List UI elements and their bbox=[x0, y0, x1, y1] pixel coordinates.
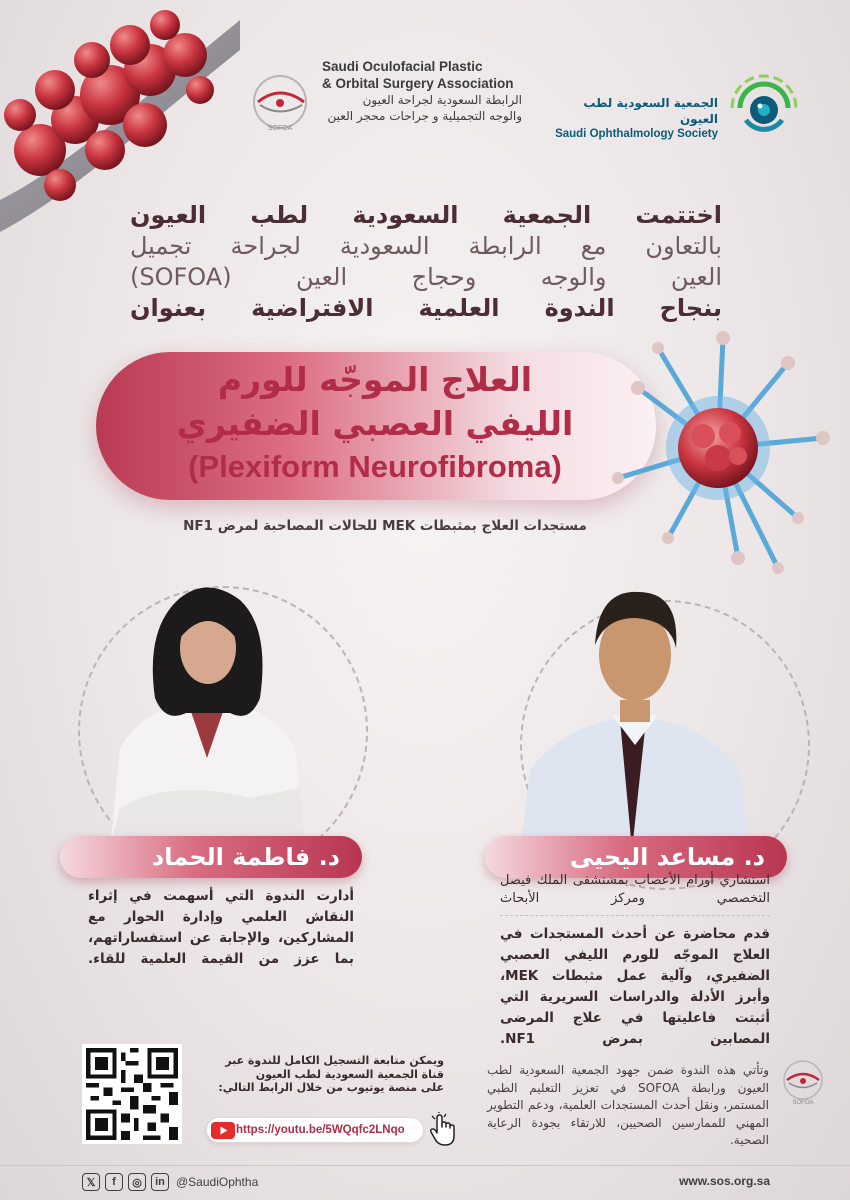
lecturer-description: قدم محاضرة عن أحدث المستجدات في العلاج الموجّه للورم الليفي العصبي الضفيري، وآلية عمل مثبطات MEK، وأبرز الأدلة والدراسات السريرية التي أثبتت فاعليتها في علاج المرضى المصابين بمرض NF1. bbox=[500, 926, 770, 1047]
moderator-name: د. فاطمة الحماد bbox=[151, 843, 340, 871]
intro-line-4: بنجاح الندوة العلمية الافتراضية بعنوان bbox=[130, 294, 722, 322]
title-ar-line-2: الليفي العصبي الضفيري bbox=[176, 404, 574, 443]
sofoa-name-ar-2: والوجه التجميلية و جراحات محجر العين bbox=[327, 109, 522, 123]
linkedin-icon[interactable]: in bbox=[151, 1173, 169, 1191]
intro-line-3: العين والوجه وحجاج العين (SOFOA) bbox=[130, 263, 722, 291]
lecturer-photo bbox=[520, 560, 750, 850]
intro-paragraph bbox=[130, 200, 722, 324]
tumor-cell-illustration bbox=[598, 318, 838, 578]
moderator-description: أدارت الندوة التي أسهمت في إثراء النقاش العلمي وإدارة الحوار مع المشاركين، والإجابة عن استفساراتهم، بما عزز من القيمة العلمية للقاء. bbox=[88, 888, 354, 967]
intro-line-2: بالتعاون مع الرابطة السعودية لجراحة تجميل bbox=[130, 232, 722, 260]
lecturer-role: استشاري أورام الأعصاب بمستشفى الملك فيصل التخصصي ومركز الأبحاث bbox=[500, 873, 770, 906]
title-ar-line-1: العلاج الموجّه للورم bbox=[217, 360, 533, 399]
registration-text bbox=[196, 1054, 444, 1095]
sofoa-name-block bbox=[322, 58, 522, 124]
sofoa-small-logo-icon bbox=[778, 1058, 828, 1106]
instagram-icon[interactable]: ◎ bbox=[128, 1173, 146, 1191]
x-icon[interactable]: 𝕏 bbox=[82, 1173, 100, 1191]
youtube-link-url[interactable]: https://youtu.be/5WQqfc2LNqo bbox=[236, 1124, 405, 1136]
youtube-icon bbox=[211, 1122, 235, 1139]
title-subtitle: مستجدات العلاج بمثبطات MEK للحالات المصاحبة لمرض NF1 bbox=[183, 518, 587, 534]
youtube-qr-code[interactable] bbox=[82, 1044, 182, 1144]
social-links bbox=[82, 1172, 258, 1192]
registration-line-3: على منصة يوتيوب من خلال الرابط التالي: bbox=[218, 1081, 444, 1094]
sos-name-ar: الجمعية السعودية لطب العيون bbox=[583, 96, 718, 126]
sofoa-logo-text: SOFOA bbox=[267, 125, 293, 132]
sos-eye-logo-icon bbox=[720, 68, 808, 148]
moderator-photo bbox=[100, 548, 315, 848]
sofoa-name-en-2: & Orbital Surgery Association bbox=[322, 76, 514, 91]
sofoa-logo-icon bbox=[248, 72, 318, 134]
website-link[interactable]: www.sos.org.sa bbox=[679, 1174, 770, 1188]
facebook-icon[interactable]: f bbox=[105, 1173, 123, 1191]
registration-line-2: قناة الجمعية السعودية لطب العيون bbox=[255, 1067, 444, 1081]
sofoa-small-logo-text: SOFOA bbox=[792, 1100, 814, 1106]
footer-divider bbox=[0, 1165, 850, 1166]
sofoa-name-en-1: Saudi Oculofacial Plastic bbox=[322, 59, 483, 74]
title-en: (Plexiform Neurofibroma) bbox=[188, 449, 562, 484]
sos-name-en: Saudi Ophthalmology Society bbox=[555, 128, 718, 140]
social-handle[interactable]: @SaudiOphtha bbox=[176, 1175, 259, 1189]
lecturer-divider bbox=[500, 915, 770, 916]
sofoa-name-ar-1: الرابطة السعودية لجراحة العيون bbox=[362, 93, 522, 107]
intro-line-1: اختتمت الجمعية السعودية لطب العيون bbox=[130, 201, 722, 229]
title-text-block bbox=[120, 358, 630, 488]
registration-line-1: ويمكن متابعة التسجيل الكامل للندوة عبر bbox=[225, 1054, 444, 1067]
lecturer-name: د. مساعد اليحيى bbox=[569, 843, 765, 871]
sos-name-block bbox=[548, 95, 718, 142]
closing-paragraph: وتأتي هذه الندوة ضمن جهود الجمعية السعودية لطب العيون ورابطة SOFOA في تعزيز التعليم الطبي المستمر، ونقل أحدث المستجدات العلمية، ودعم التطوير المهني للممارسين الصحيين، للارتقاء بجودة الرعاية الصحية. bbox=[487, 1063, 769, 1147]
pointer-hand-icon bbox=[428, 1112, 458, 1148]
